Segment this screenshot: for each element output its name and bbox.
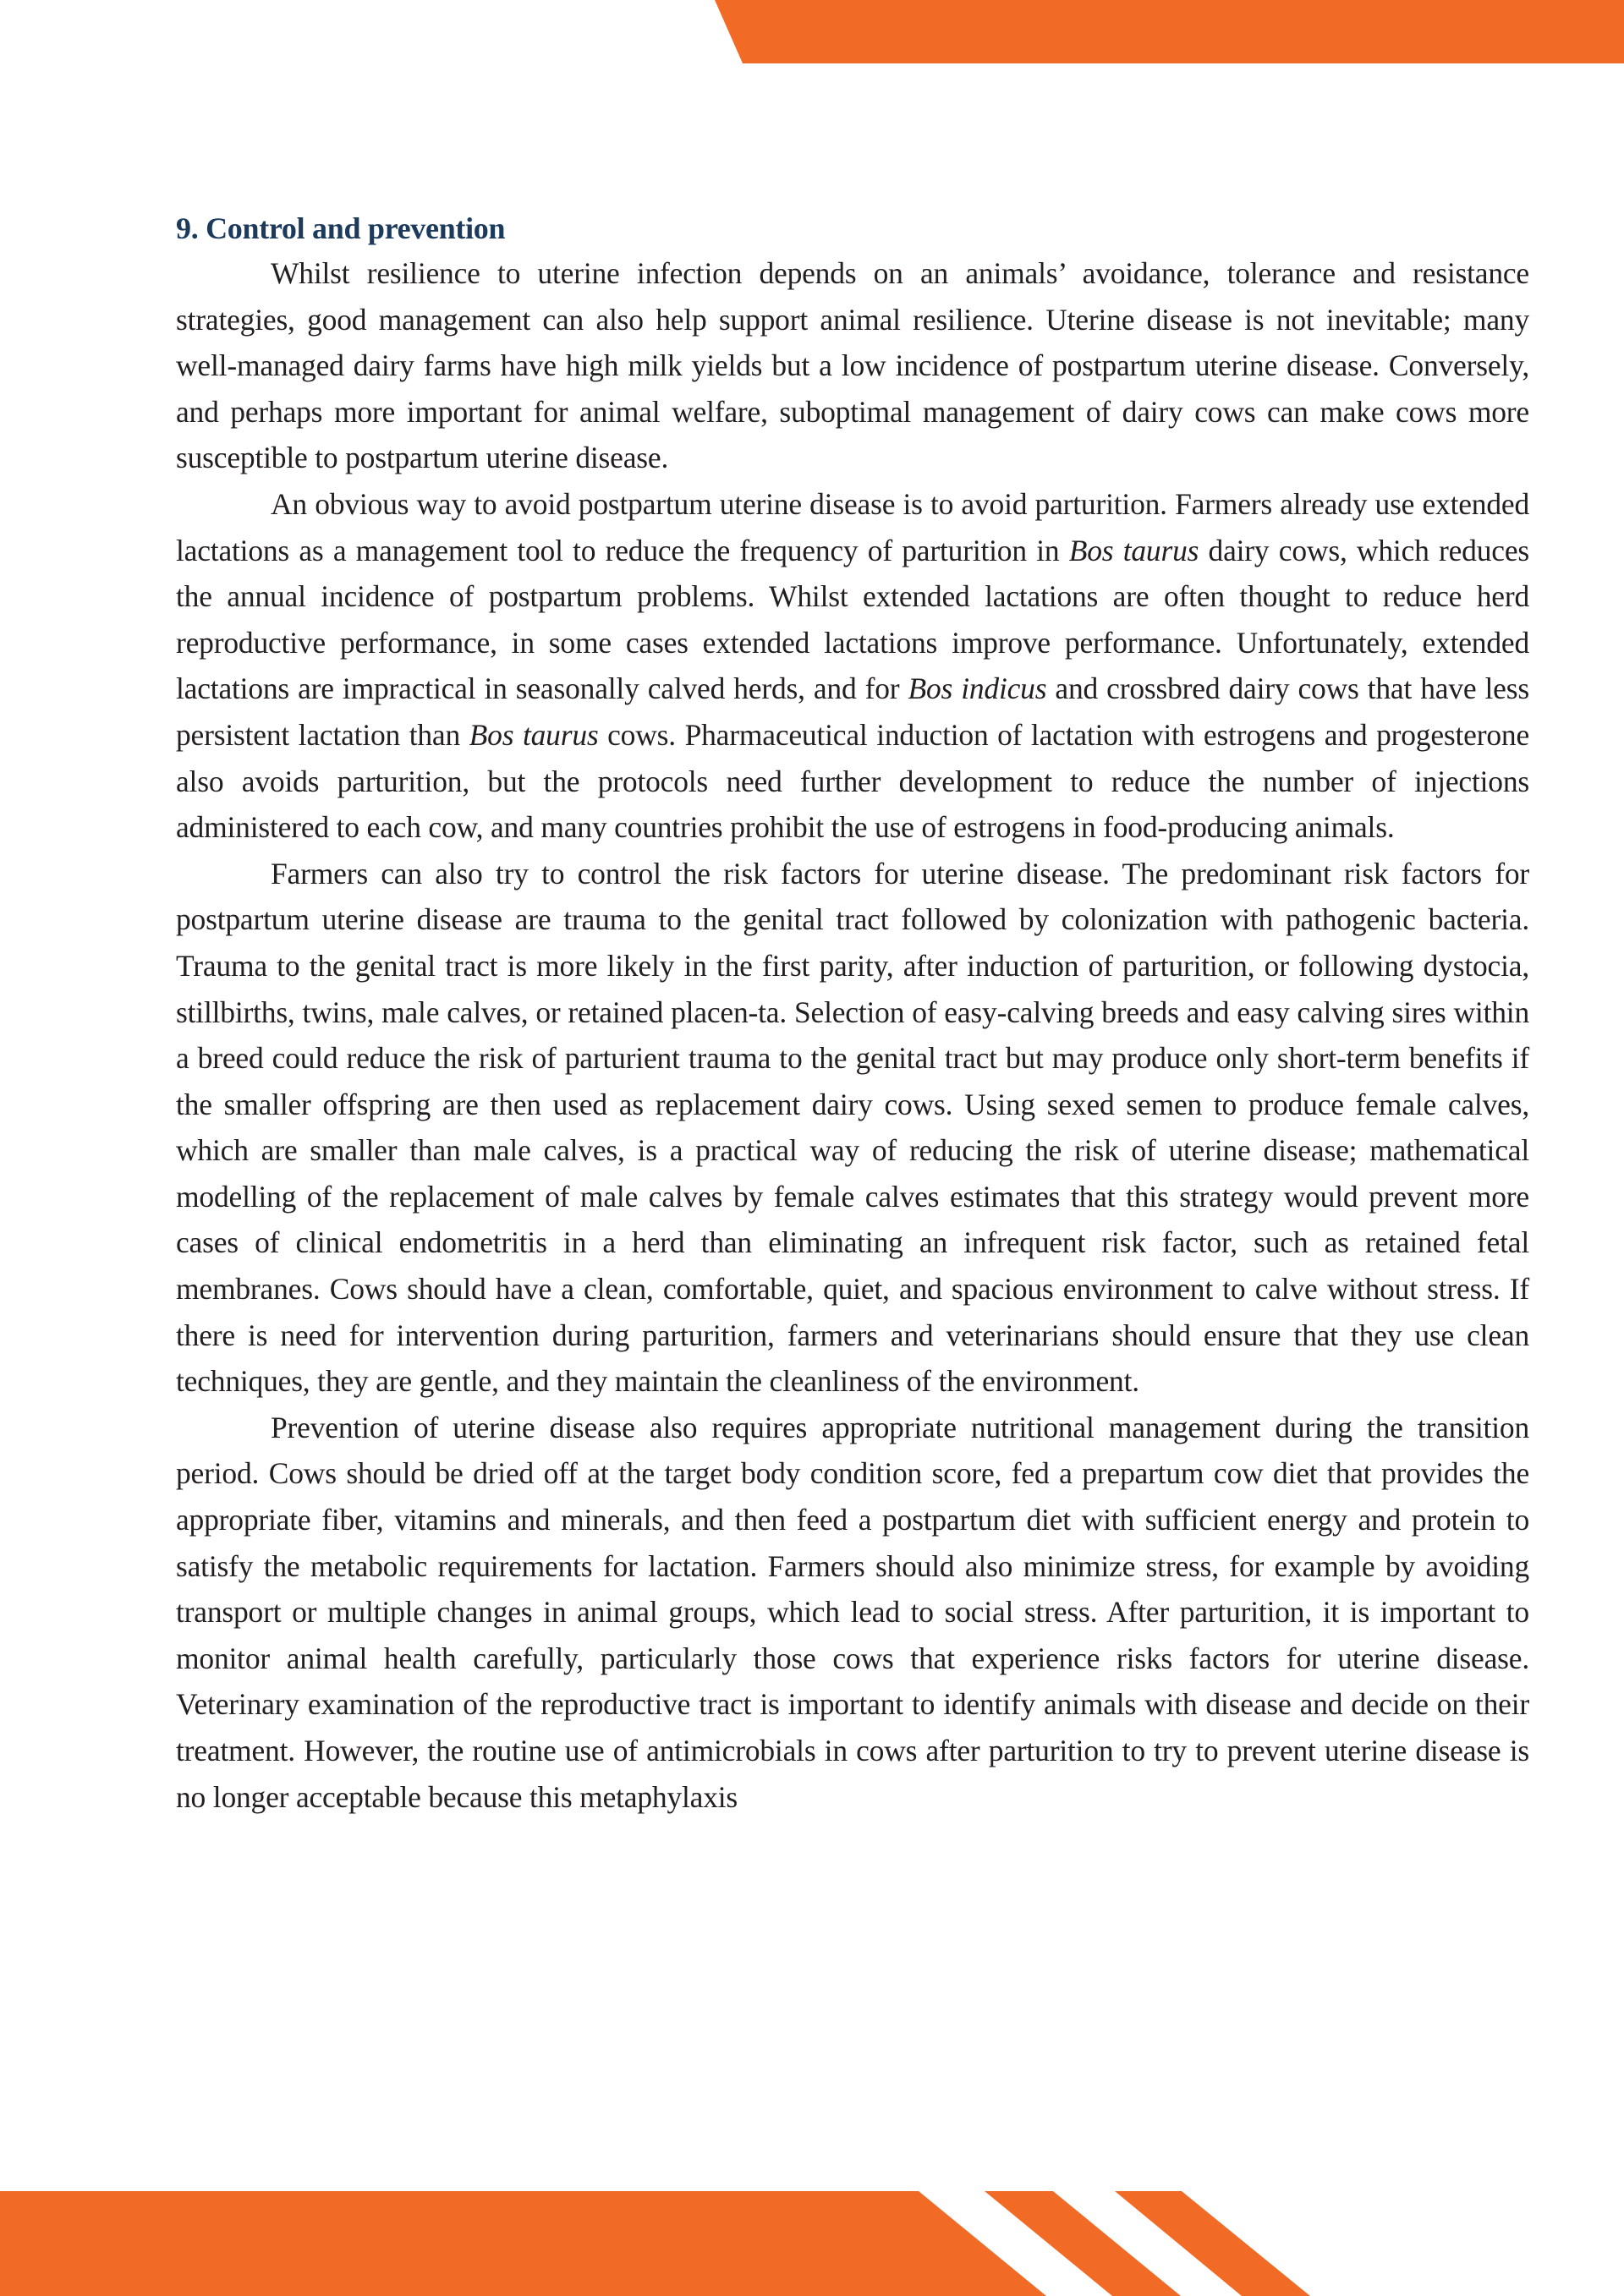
page-content (176, 210, 1529, 1820)
bottom-banner-shape (0, 2191, 1046, 2296)
paragraph-text: cows. Pharmaceutical induction of lactation with estrogens and progesterone also avoids parturition, but the protocols need further development to reduce the number of injections administered to each cow, and many countries prohibit the use of estrogens in food-producing animals. (176, 717, 1530, 845)
body-paragraph (176, 1405, 1529, 1820)
section-body (176, 250, 1529, 1820)
paragraph-text: and crossbred dairy cows that have less persistent lactation than (176, 671, 1529, 752)
paragraph-text: dairy cows, which reduces the annual incidence of postpartum problems. Whilst extended lactations are often thought to reduce herd reproductive performance, in some cases extended lactations improve performance. Unfortunately, extended lactations are impractical in seasonally calved herds, and for (176, 533, 1529, 706)
italic-species-name: Bos indicus (908, 671, 1047, 706)
paragraph-text: Whilst resilience to uterine infection depends on an animals’ avoidance, tolerance and resistance strategies, good management can also help support animal resilience. Uterine disease is not inevitable; many well-managed dairy farms have high milk yields but a low incidence of postpartum uterine disease. Conversely, and perhaps more important for animal welfare, suboptimal management of dairy cows can make cows more susceptible to postpartum uterine disease. (176, 256, 1529, 475)
paragraph-text: Farmers can also try to control the risk factors for uterine disease. The predominant risk factors for postpartum uterine disease are trauma to the genital tract followed by colonization with pathogenic bacteria. Trauma to the genital tract is more likely in the first parity, after induction of parturition, or following dystocia, stillbirths, twins, male calves, or retained placen-ta. Selection of easy-calving breeds and easy calving sires within a breed could reduce the risk of parturient trauma to the genital tract but may produce only short-term benefits if the smaller offspring are then used as replacement dairy cows. Using sexed semen to produce female calves, which are smaller than male calves, is a practical way of reducing the risk of uterine disease; mathematical modelling of the replacement of male calves by female calves estimates that this strategy would prevent more cases of clinical endometritis in a herd than eliminating an infrequent risk factor, such as retained fetal membranes. Cows should have a clean, comfortable, quiet, and spacious environment to calve without stress. If there is need for intervention during parturition, farmers and veterinarians should ensure that they use clean techniques, they are gentle, and they maintain the cleanliness of the environment. (176, 856, 1529, 1399)
paragraph-text: An obvious way to avoid postpartum uterine disease is to avoid parturition. Farmers already use extended lactations as a management tool to reduce the frequency of parturition in (176, 486, 1529, 567)
body-paragraph (176, 250, 1529, 481)
italic-species-name: Bos taurus (469, 717, 599, 752)
section-heading: 9. Control and prevention (176, 211, 506, 245)
paragraph-text: Prevention of uterine disease also requires appropriate nutritional management during the transition period. Cows should be dried off at the target body condition score, fed a prepartum cow diet that provides the appropriate fiber, vitamins and minerals, and then feed a postpartum diet with sufficient energy and protein to satisfy the metabolic requirements for lactation. Farmers should also minimize stress, for example by avoiding transport or multiple changes in animal groups, which lead to social stress. After parturition, it is important to monitor animal health carefully, particularly those cows that experience risks factors for uterine disease. Veterinary examination of the reproductive tract is important to identify animals with disease and decide on their treatment. However, the routine use of antimicrobials in cows after parturition to try to prevent uterine disease is no longer acceptable because this metaphylaxis (176, 1410, 1529, 1814)
bottom-banner-stripe-2 (1115, 2191, 1310, 2296)
italic-species-name: Bos taurus (1068, 533, 1199, 567)
top-banner-shape (715, 0, 1624, 63)
body-paragraph (176, 481, 1529, 851)
bottom-banner-stripe-1 (985, 2191, 1181, 2296)
body-paragraph (176, 851, 1529, 1405)
